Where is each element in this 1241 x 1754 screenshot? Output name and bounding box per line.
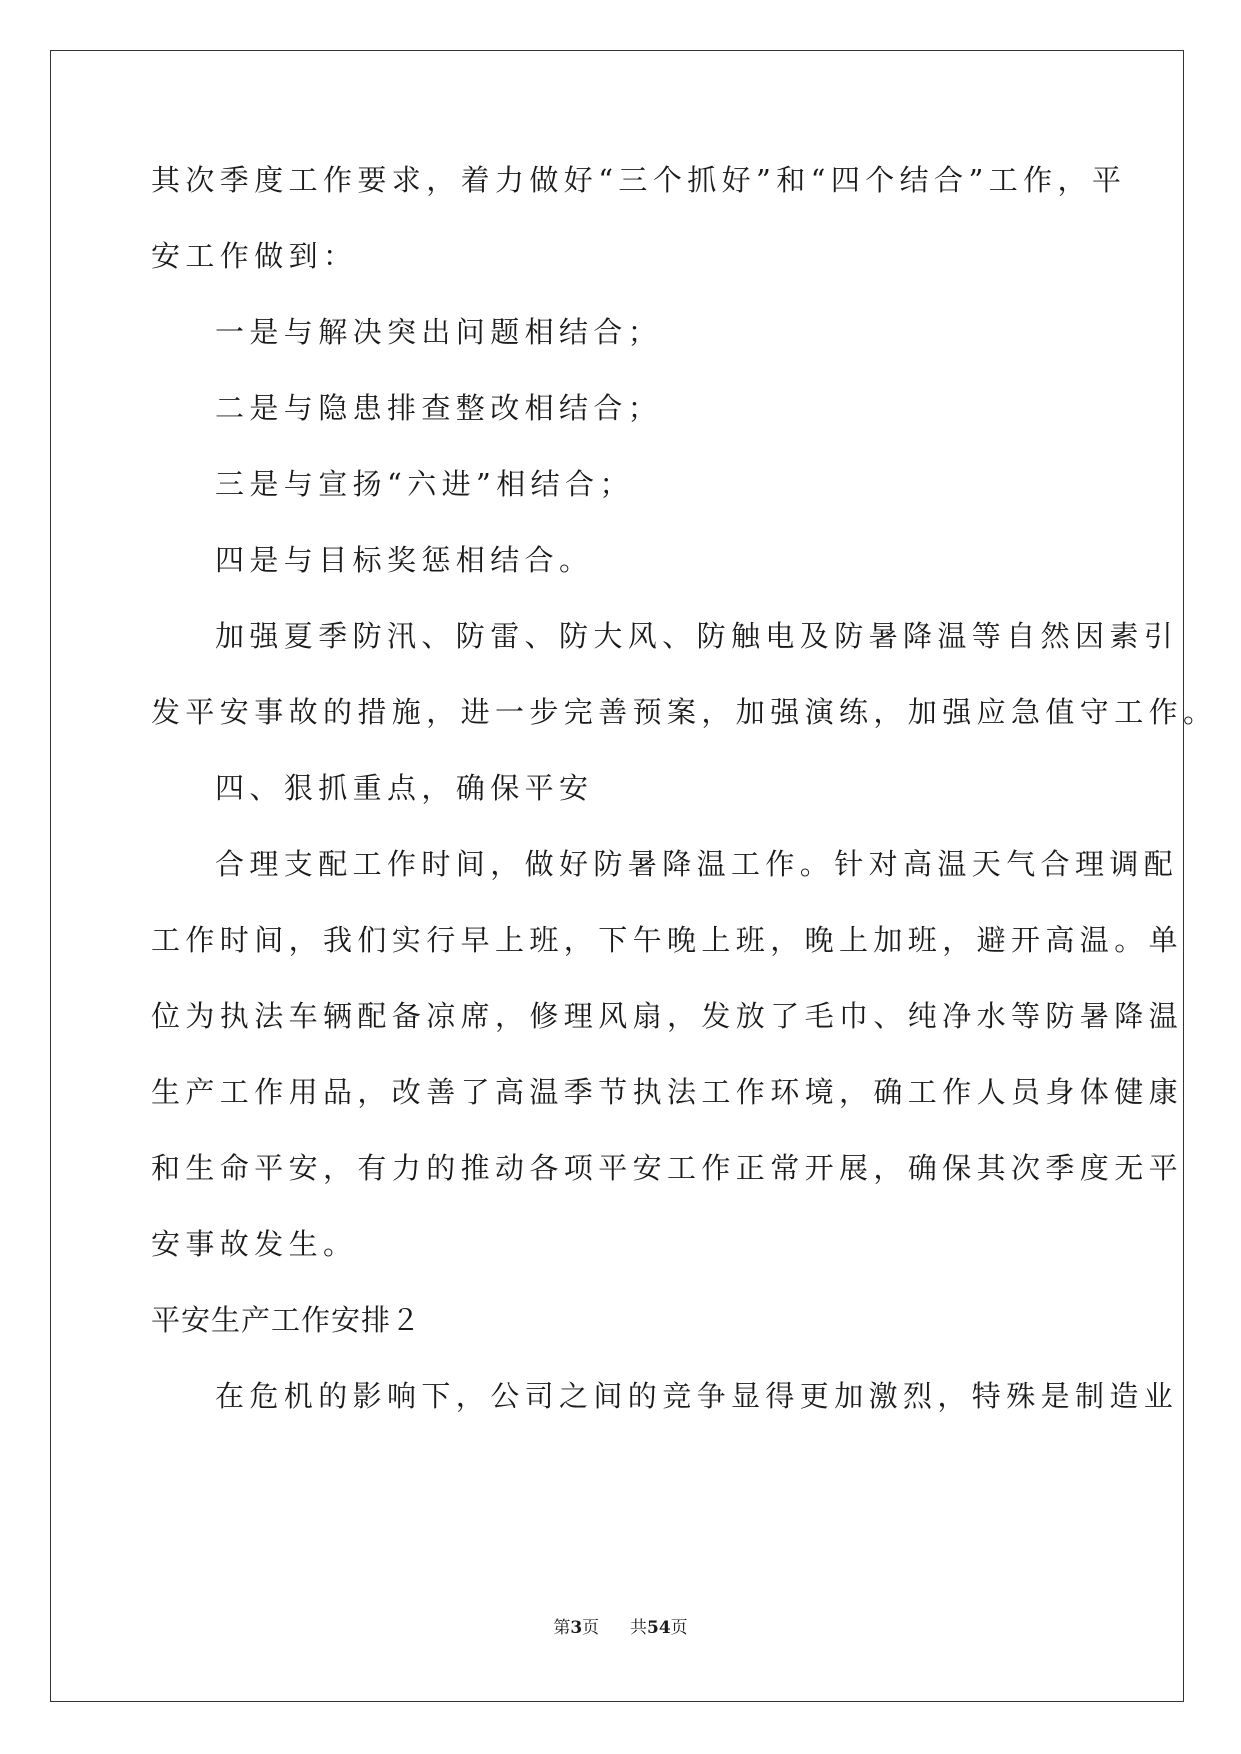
paragraph-line: 其次季度工作要求，着力做好“三个抓好”和“四个结合”工作，平: [151, 163, 1127, 197]
paragraph-line: 安事故发生。: [151, 1227, 358, 1261]
paragraph-line: 加强夏季防汛、防雷、防大风、防触电及防暑降温等自然因素引: [215, 619, 1179, 653]
list-item: 四是与目标奖惩相结合。: [215, 543, 594, 577]
page-prefix: 第: [553, 1618, 571, 1638]
list-item: 一是与解决突出问题相结合；: [215, 315, 663, 349]
page-suffix: 页: [582, 1618, 600, 1638]
paragraph-line: 安工作做到：: [151, 239, 358, 273]
total-pages: 54: [646, 1618, 671, 1638]
paragraph-line: 合理支配工作时间，做好防暑降温工作。针对高温天气合理调配: [215, 847, 1179, 881]
paragraph-line: 生产工作用品，改善了高温季节执法工作环境，确工作人员身体健康: [151, 1075, 1184, 1109]
article-title: 平安生产工作安排２: [151, 1303, 422, 1337]
total-prefix: 共: [629, 1618, 647, 1638]
list-item: 三是与宣扬“六进”相结合；: [215, 467, 634, 501]
section-heading: 四、狠抓重点，确保平安: [215, 771, 594, 805]
paragraph-line: 发平安事故的措施，进一步完善预案，加强演练，加强应急值守工作。: [151, 695, 1218, 729]
page-number: 3: [570, 1618, 583, 1638]
paragraph-line: 在危机的影响下，公司之间的竞争显得更加激烈，特殊是制造业: [215, 1379, 1179, 1413]
paragraph-line: 和生命平安，有力的推动各项平安工作正常开展，确保其次季度无平: [151, 1151, 1184, 1185]
list-item: 二是与隐患排查整改相结合；: [215, 391, 663, 425]
paragraph-line: 位为执法车辆配备凉席，修理风扇，发放了毛巾、纯净水等防暑降温: [151, 999, 1184, 1033]
paragraph-line: 工作时间，我们实行早上班，下午晚上班，晚上加班，避开高温。单: [151, 923, 1184, 957]
page-footer: [0, 1616, 1241, 1640]
total-suffix: 页: [670, 1618, 688, 1638]
